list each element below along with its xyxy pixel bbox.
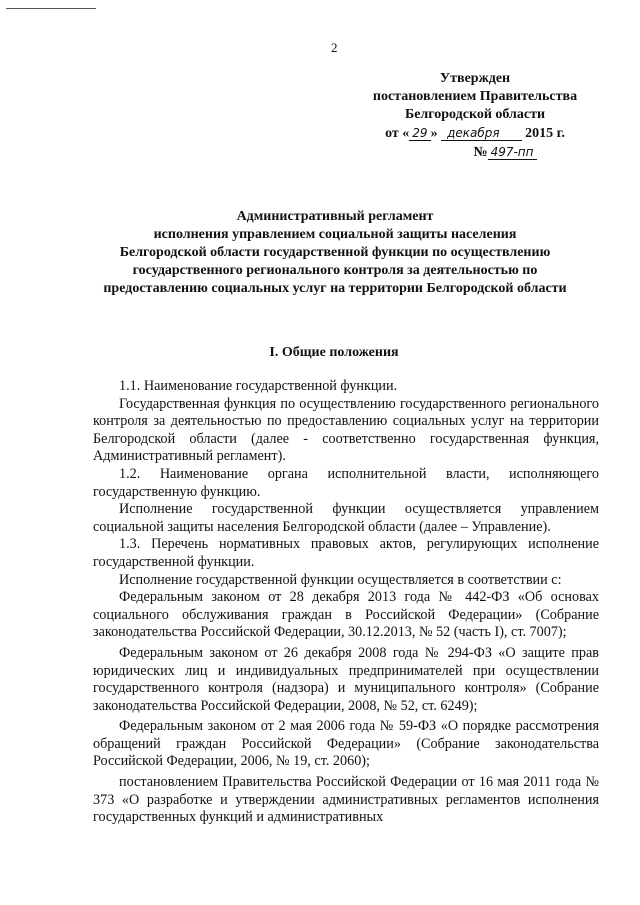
title-line-5: предоставлению социальных услуг на территории Белгородской области [103,281,567,296]
number-prefix: № [473,145,488,160]
date-month: декабря [441,126,522,141]
section-heading: I. Общие положения [269,345,399,360]
scan-edge-line [6,8,96,9]
approval-line-1: Утвержден [439,71,511,86]
document-body [93,378,599,827]
title-line-1: Административный регламент [236,209,434,224]
paragraph: Федеральным законом от 2 мая 2006 года № 59-ФЗ «О порядке рассмотрения обращений граждан Российской Федерации» (Собрание законодательства Российской Федерации, 2006, № 19, ст. 2060); [93,718,599,770]
paragraph: Федеральным законом от 26 декабря 2008 года № 294-ФЗ «О защите прав юридических лиц и индивидуальных предпринимателей при осуществлении государственного контроля (надзора) и муниципального контроля» (Собрание законодательства Российской Федерации, 2008, № 52, ст. 6249); [93,644,599,714]
title-line-2: исполнения управлением социальной защиты населения [153,227,517,242]
paragraph: постановлением Правительства Российской Федерации от 16 мая 2011 года № 373 «О разработке и утверждении административных регламентов исполнения государственных функций и административных [93,774,599,826]
paragraph: 1.1. Наименование государственной функции. [119,378,398,394]
date-day: 29 [409,126,430,141]
title-line-4: государственного регионального контроля за деятельностью по [132,263,538,278]
document-title [80,208,590,298]
approval-number [360,143,590,162]
paragraph: 1.2. Наименование органа исполнительной власти, исполняющего государственную функцию. [93,465,599,500]
paragraph: Исполнение государственной функции осуществляется управлением социальной защиты населения Белгородской области (далее – Управление). [93,501,599,535]
date-year: 2015 г. [525,126,565,141]
page-number: 2 [331,40,338,55]
paragraph: Государственная функция по осуществлению государственного регионального контроля за деятельностью по предоставлению социальных услуг на территории Белгородской области (далее - соответственно государственная функция, Административный регламент). [93,395,599,465]
approval-stamp [360,70,590,162]
title-line-3: Белгородской области государственной функции по осуществлению [119,245,551,260]
paragraph: Исполнение государственной функции осуществляется в соответствии с: [119,571,562,588]
date-mid: » [430,126,438,141]
approval-line-2: постановлением Правительства [372,89,578,104]
approval-date [360,124,590,143]
paragraph: Федеральным законом от 28 декабря 2013 года № 442-ФЗ «Об основах социального обслуживания граждан в Российской Федерации» (Собрание законодательства Российской Федерации, 30.12.2013, № 52 (часть I), ст. 7007); [93,589,599,641]
paragraph: 1.3. Перечень нормативных правовых актов, регулирующих исполнение государственной функции. [93,536,599,570]
number-value: 497-пп [488,145,537,160]
date-prefix: от « [385,126,410,141]
approval-line-3: Белгородской области [404,107,546,122]
